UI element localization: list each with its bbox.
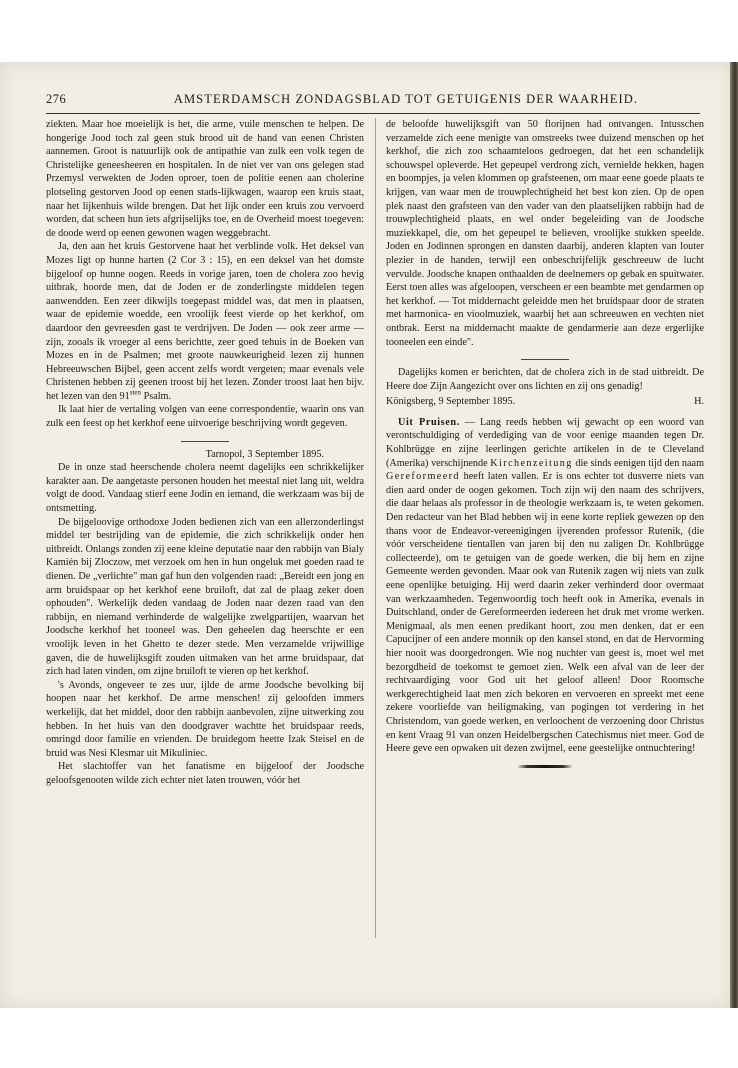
- left-paragraph-2: [46, 240, 364, 403]
- superscript-sten: sten: [129, 388, 142, 397]
- spaced-kirchenzeitung: Kirchenzeitung: [490, 457, 573, 469]
- section-lead-uit-pruisen: Uit Pruisen.: [398, 416, 460, 428]
- left-paragraph-2-end: Psalm.: [141, 390, 172, 402]
- left-column: [46, 118, 364, 788]
- right-column: [386, 118, 704, 768]
- right-paragraph-3-text-a: — Lang reeds hebben wij gewacht op een woord van verontschuldiging of verdediging van de voor eenige maanden tegen Dr. Kohlbrügge en zijne leerlingen gerichte artikelen in de te Cleveland (Amerika) verschijnende: [386, 416, 704, 469]
- right-paragraph-3-text-c: heeft laten vallen. Er is ons echter tot dusverre niets van dien aard onder de oogen gekomen. Toch zijn wij den naam des schrijvers, die daar helaas als professor in de theologie werkzaam is, te weten gekomen. Den redacteur van het Blad hebben wij in eene korte repliek gewezen op den thans voor de Endeavor-vereenigingen ijverenden professor Rutenik, (die vóór verscheidene tientallen van jaren bij den nu zaligen Dr. Kohlbrügge collecteerde), om te getuigen van de goede werken, die bij hem en zijne Gemeente werden gevonden. Maar ook van Rutenik zagen wij niets van zulk eene openlijke betuiging. Hij werd daarin zeker verhinderd door overmaat van werkzaamheden. Tegenwoordig toch heeft ook in Amerika, evenals in Duitschland, onder de Gereformeerden iedereen het druk met vrome werken. Menigmaal, als men eenen predikant hoort, zou men denken, dat er een Capucijner of een andere monnik op den kansel stond, en dat de Hervorming hier nooit was doorgedrongen. Wie nog nuchter van geest is, moet wel met bezorgdheid de toekomst te gemoet zien. Welk een afval van de leer der rechtvaardiging voor God uit het geloof alleen! Door Roomsche werkgerechtigheid laat men zich bekoren en vervoeren en spreekt met eene zekere voorliefde van heiligmaking, van pogingen tot verdering in het Christendom, van goede werken, en verloochent de verzoening door Christus en kent Vraag 91 van onzen Heidelbergschen Catechismus niet meer. God de Heere geve een opwaken uit dezen zwijmel, eene geestelijke ontnuchtering!: [386, 471, 704, 755]
- section-rule-right: [521, 359, 569, 360]
- left-paragraph-5: De bijgeloovige orthodoxe Joden bedienen zich van een allerzonderlingst middel ter bestrijding van de epidemie, die zich schrikkelijk onder hen uitbreidt. Onlangs zonden zij eene kleine deputatie naar den rabbijn van Bialy Kamién bij Zloczow, met verzoek om hen in hun ongeluk met goeden raad te dienen. De „verlichte" man gaf hun den volgenden raad: „Bereidt een jong en arm bruidspaar op het kerkhof eene bruiloft, dat zal de plaag zeker doen ophouden". Werkelijk deden vandaag de Joden naar dezen raad van den rabbijn, en niemand verhinderde de walgelijke zwelgpartijen, waarvan het Joodsche kerkhof het tooneel was. Den geheelen dag heerschte er een vroolijk leven in het Ghetto te dezer stede. Men verzamelde vrijwillige gaven, die de huwelijksgift zouden uitmaken van het arme bruidspaar, dat zich had laten vinden, om zijne bruiloft te vieren op het kerkhof.: [46, 516, 364, 678]
- right-paragraph-3-text-b: die sinds eenigen tijd den naam: [572, 457, 704, 469]
- signoff-place-date: Königsberg, 9 September 1895.: [386, 396, 516, 408]
- end-ornament-rule: [517, 765, 573, 768]
- column-divider: [375, 118, 376, 938]
- left-paragraph-1: ziekten. Maar hoe moeielijk is het, die arme, vuile menschen te helpen. De hongerige Jood toch zal geen stuk brood uit de hand van eenen Christen aannemen. Groot is natuurlijk ook de antipathie van zulk een volk tegen de Christelijke geneesheeren en hospitalen. In de niet ver van ons gelegen stad Przemysl verwekten de Joden oproer, toen de politie eenen aan cholerine plotseling gestorven Jood op eenen stads-lijkwagen, waarop een kruis staat, naar het lijkenhuis wilde brengen. Dat het lijk onder een kruis zou vervoerd worden, dat scheen hun iets afgrijselijks toe, en de Overheid moest toegeven: de doode werd op eenen gewonen wagen weggebracht.: [46, 119, 364, 239]
- dateline-tarnopol: Tarnopol, 3 September 1895.: [205, 448, 324, 460]
- left-paragraph-3: Ik laat hier de vertaling volgen van eene correspondentie, waarin ons van zulk een feest op het kerkhof eene uitvoerige beschrijving wordt gegeven.: [46, 404, 364, 430]
- left-paragraph-6: 's Avonds, ongeveer te zes uur, ijlde de arme Joodsche bevolking bij hoopen naar het kerkhof. De arme menschen! zij geloofden immers werkelijk, dat het middel, door den rabbijn aanbevolen, zijne uitwerking zou hebben. In het huis van den doodgraver wachtte het bruidspaar reeds, omringd door familie en vrienden. De bruidegom heette Izak Steisel en de bruid was Nesi Klesmar uit Mikuliniec.: [46, 679, 364, 759]
- left-paragraph-4: De in onze stad heerschende cholera neemt dagelijks een schrikkelijker karakter aan. De aangetaste personen houden het meestal niet lang uit, weldra volgt de dood. Vandaag stierf eene Jodin en iemand, die werkzaam was bij de ontsmetting.: [46, 462, 364, 515]
- page-number: 276: [46, 92, 67, 106]
- section-rule: [181, 441, 229, 442]
- signoff: [386, 395, 704, 409]
- right-paragraph-2: Dagelijks komen er berichten, dat de cholera zich in de stad uitbreidt. De Heere doe Zijn Aangezicht over ons lichten en zij ons genadig!: [386, 367, 704, 392]
- left-paragraph-2-text: Ja, den aan het kruis Gestorvene haat het verblinde volk. Het deksel van Mozes ligt op hunne harten (2 Cor 3 : 15), en een deksel van het domste bijgeloof op hunne oogen. Reeds in vorige jaren, toen de cholera zoo hevig uitbrak, hoorde men, dat de Joden er de zonderlingste middelen tegen aanwendden. Een zeer dikwijls toegepast middel was, dat men in plaatsen, waar de epidemie woedde, een vroolijk feest vierde op het kerkhof, om daardoor den gevreesden gast te verdrijven. De Joden — ook zeer arme — zijn, zooals ik vroeger al eens berichtte, zeer goed tehuis in de Boeken van Mozes en in de Psalmen; met groote nauwkeurigheid lezen zij hunnen Hebreeuwschen Bijbel, geen accent zelfs wordt vergeten; maar evenals vele Christenen hebben zij geenen troost bij het lezen. Zonder troost laat hen bijv. het lezen van den 91: [46, 241, 364, 402]
- right-paragraph-1: de beloofde huwelijksgift van 50 florijnen had ontvangen. Intusschen verzamelde zich eene menigte van omstreeks twee duizend menschen op het kerkhof, die zich zoo schaamteloos gedroegen, dat het een schandelijk schouwspel opleverde. Het gepeupel verdrong zich, vernielde hekken, hagen en boompjes, ja velen klommen op grafsteenen, om maar eene goede plaats te krijgen, van waar men de trouwplechtigheid het best kon zien. Op de open plek naast den grafsteen van den vader van den plaatselijken rabbijn had de trouwplechtigheid plaats, en wel onder begeleiding van de Joodsche muziekkapel, die, om het gepeupel te believen, vroolijke stukken speelde. Joden en Jodinnen sprongen en dansten daarbij, anderen klapten van louter plezier in de handen, terwijl een onbeschrijfelijk geschreeuw de lucht vervulde. Joodsche knapen onthaalden de deelnemers op gebak en spuitwater. Eerst toen alles was afgeloopen, verscheen er een beambte met gendarmen op het kerkhof. — Tot middernacht geleidde men het bruidspaar door de straten met harmonica- en vioolmuziek, waarbij het aan schreeuwen en vechten niet ontbrak. Eerst na middernacht maakte de gendarmerie aan deze ergerlijke tooneelen een einde".: [386, 119, 704, 348]
- book-spine-edge: [730, 62, 738, 1008]
- running-title: AMSTERDAMSCH ZONDAGSBLAD TOT GETUIGENIS DER WAARHEID.: [173, 92, 639, 106]
- page-header: [46, 92, 700, 110]
- right-paragraph-3: [386, 416, 704, 756]
- left-paragraph-7: Het slachtoffer van het fanatisme en bijgeloof der Joodsche geloofsgenooten wilde zich echter niet laten trouwen, vóór het: [46, 761, 364, 786]
- signoff-initial: H.: [694, 396, 704, 408]
- spaced-gereformeerd: Gereformeerd: [386, 471, 460, 483]
- header-rule: [46, 113, 700, 114]
